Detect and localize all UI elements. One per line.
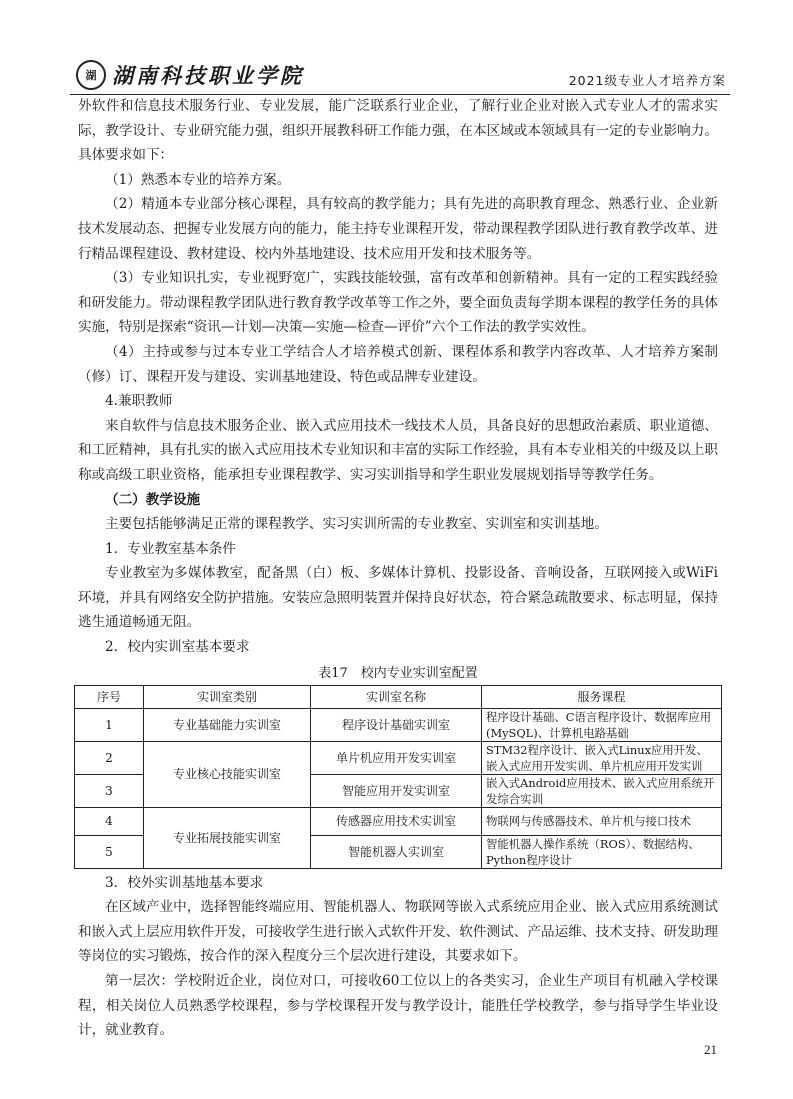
paragraph: 在区域产业中，选择智能终端应用、智能机器人、物联网等嵌入式系统应用企业、嵌入式应用系统测试和嵌入式上层应用软件开发，可接收学生进行嵌入式软件开发、软件测试、产品运维、技术支持、研发助理等岗位的实习锻炼，按合作的深入程度分三个层次进行建设，其要求如下。 — [78, 899, 718, 965]
paragraph: （4）主持或参与过本专业工学结合人才培养模式创新、课程体系和教学内容改革、人才培养方案制（修）订、课程开发与建设、实训基地建设、特色或品牌专业建设。 — [78, 343, 718, 385]
cell-courses: 嵌入式Android应用技术、嵌入式应用系统开发综合实训 — [482, 774, 722, 807]
table-header-row — [75, 685, 722, 708]
cell-courses: 程序设计基础、C语言程序设计、数据库应用(MySQL)、计算机电路基础 — [482, 708, 722, 741]
cell-category: 专业基础能力实训室 — [144, 708, 311, 741]
cell-no: 5 — [75, 835, 144, 868]
school-name: 湖南科技职业学院 — [112, 63, 304, 88]
paragraph: 第一层次：学校附近企业，岗位对口，可接收60工位以上的各类实习，企业生产项目有机融入学校课程，相关岗位人员熟悉学校课程，参与学校课程开发与教学设计，能胜任学校教学，参与指导学生毕业设计，就业教育。 — [78, 973, 718, 1039]
school-seal-icon: 湖 — [76, 60, 106, 90]
cell-no: 1 — [75, 708, 144, 741]
section-heading: 3．校外实训基地基本要求 — [105, 874, 264, 891]
page-body — [78, 94, 718, 1043]
cell-category: 专业核心技能实训室 — [144, 741, 311, 807]
paragraph: （2）精通本专业部分核心课程，具有较高的教学能力；具有先进的高职教育理念、熟悉行业、企业新技术发展动态、把握专业发展方向的能力，能主持专业课程开发，带动课程教学团队进行教育教学改革、进行精品课程建设、教材建设、校内外基地建设、技术应用开发和技术服务等。 — [78, 196, 718, 262]
cell-courses: STM32程序设计、嵌入式Linux应用开发、嵌入式应用开发实训、单片机应用开发实训 — [482, 741, 722, 774]
paragraph: 专业教室为多媒体教室，配备黑（白）板、多媒体计算机、投影设备、音响设备，互联网接入或WiFi环境，并具有网络安全防护措施。安装应急照明装置并保持良好状态，符合紧急疏散要求、标志明显，保持逃生通道畅通无阻。 — [78, 565, 718, 631]
column-header: 实训室类别 — [144, 685, 311, 708]
cell-no: 4 — [75, 807, 144, 835]
column-header: 序号 — [75, 685, 144, 708]
paragraph: 主要包括能够满足正常的课程教学、实习实训所需的专业教室、实训室和实训基地。 — [105, 516, 608, 533]
paragraph: 外软件和信息技术服务行业、专业发展，能广泛联系行业企业，了解行业企业对嵌入式专业人才的需求实际，教学设计、专业研究能力强，组织开展教科研工作能力强，在本区域或本领域具有一定的专业影响力。具体要求如下： — [78, 98, 718, 164]
section-heading: （二）教学设施 — [105, 491, 201, 508]
page-header — [70, 58, 730, 95]
cell-name: 程序设计基础实训室 — [311, 708, 482, 741]
cell-name: 智能应用开发实训室 — [311, 774, 482, 807]
cell-courses: 物联网与传感器技术、单片机与接口技术 — [482, 807, 722, 835]
paragraph: 来自软件与信息技术服务企业、嵌入式应用技术一线技术人员，具备良好的思想政治素质、职业道德、和工匠精神，具有扎实的嵌入式应用技术专业知识和丰富的实际工作经验，具有本专业相关的中级及以上职称或高级工职业资格，能承担专业课程教学、实习实训指导和学生职业发展规划指导等教学任务。 — [78, 417, 718, 483]
table-row — [75, 807, 722, 835]
paragraph: （3）专业知识扎实，专业视野宽广，实践技能较强，富有改革和创新精神。具有一定的工程实践经验和研发能力。带动课程教学团队进行教育教学改革等工作之外，要全面负责每学期本课程的教学任务的具体实施，特别是探索“资讯—计划—决策—实施—检查—评价”六个工作法的教学实效性。 — [78, 270, 718, 336]
section-heading: 2．校内实训室基本要求 — [105, 639, 250, 656]
cell-category: 专业拓展技能实训室 — [144, 807, 311, 868]
table-caption: 表17 校内专业实训室配置 — [318, 665, 478, 681]
table-row — [75, 708, 722, 741]
document-title: 2021级专业人才培养方案 — [568, 73, 726, 88]
lab-config-table — [74, 685, 722, 869]
column-header: 实训室名称 — [311, 685, 482, 708]
section-heading: 4.兼职教师 — [105, 393, 173, 410]
cell-name: 传感器应用技术实训室 — [311, 807, 482, 835]
page-number: 21 — [704, 1042, 717, 1057]
school-logo — [76, 60, 304, 90]
cell-name: 智能机器人实训室 — [311, 835, 482, 868]
column-header: 服务课程 — [482, 685, 722, 708]
section-heading: 1．专业教室基本条件 — [105, 540, 236, 557]
cell-courses: 智能机器人操作系统（ROS）、数据结构、Python程序设计 — [482, 835, 722, 868]
cell-name: 单片机应用开发实训室 — [311, 741, 482, 774]
cell-no: 2 — [75, 741, 144, 774]
table-row — [75, 741, 722, 774]
paragraph: （1）熟悉本专业的培养方案。 — [105, 171, 291, 188]
cell-no: 3 — [75, 774, 144, 807]
